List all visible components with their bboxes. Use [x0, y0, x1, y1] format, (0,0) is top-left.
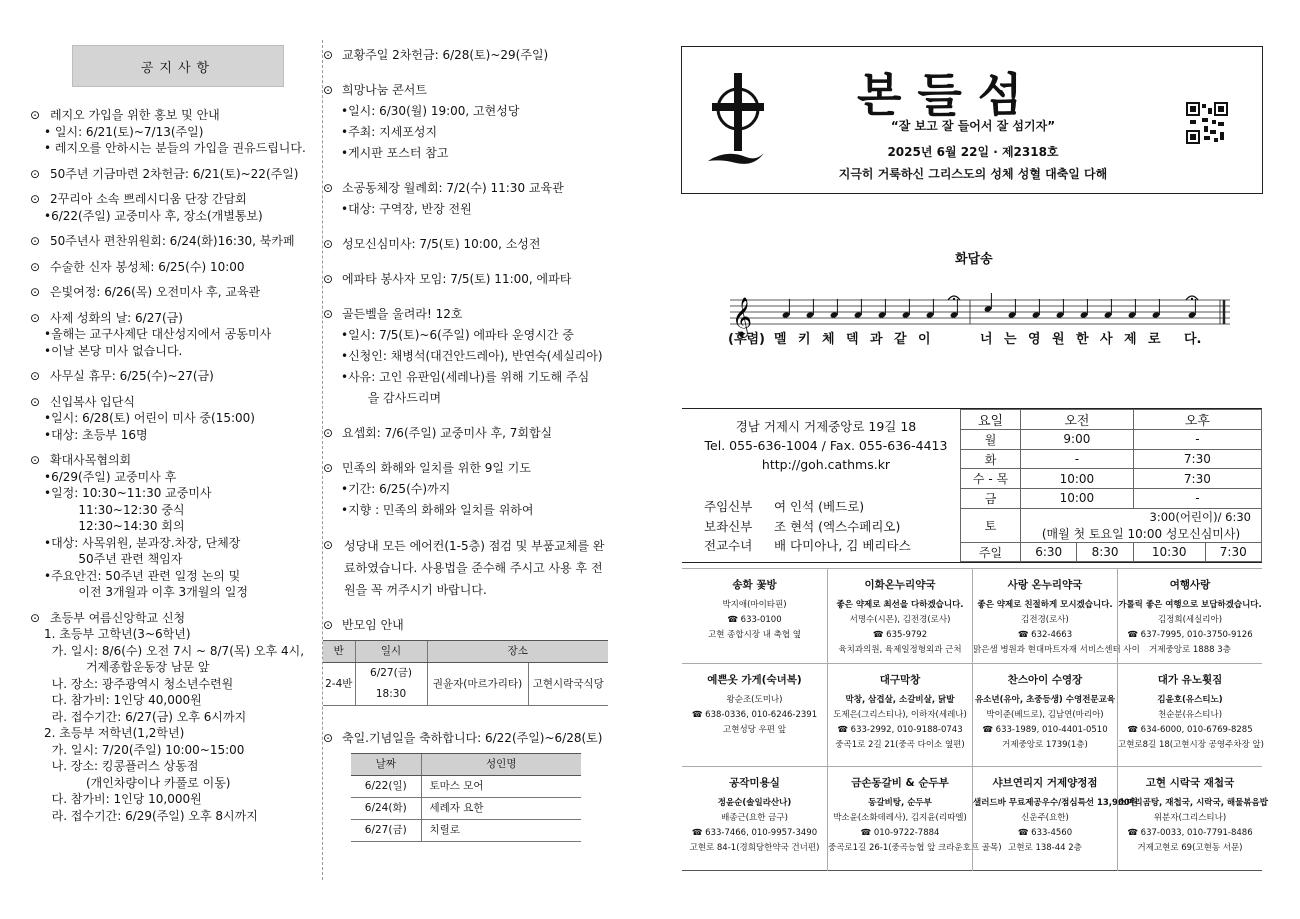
bullet-circle-icon: ⊙	[323, 83, 334, 97]
ad-line: ☎ 633-4560	[1017, 828, 1073, 838]
ad-card	[827, 568, 972, 663]
lyric-syllable: 는	[1004, 332, 1017, 347]
notices-list	[30, 107, 325, 824]
notice-title: 사무실 휴무: 6/25(수)~27(금)	[50, 369, 214, 383]
notice-detail: 가. 일시: 8/6(수) 오전 7시 ~ 8/7(목) 오후 4시,	[44, 643, 305, 658]
notices-column	[30, 45, 325, 833]
table-row	[961, 449, 1262, 469]
feast-cell: 6/24(화)	[351, 798, 421, 820]
table-row	[351, 820, 581, 842]
lyric-syllable: 이	[918, 332, 931, 347]
ad-line: 가톨릭 좋은 여행으로 보답하겠습니다.	[1118, 600, 1262, 610]
notice-item	[30, 284, 325, 301]
notice-title-row	[30, 284, 325, 301]
notice-title-row	[30, 452, 325, 469]
ad-line: 막창, 삼겹살, 소갈비살, 닭발	[845, 695, 955, 705]
notice-title-row	[323, 234, 613, 255]
mass-day: 수 - 목	[961, 469, 1021, 489]
ad-line: 중곡로1길 26-1(중곡능협 앞 크라운호프 골목)	[828, 843, 1002, 853]
bullet-circle-icon: ⊙	[30, 166, 41, 181]
clergy-row	[704, 517, 911, 537]
lyric-syllable: 로	[1148, 332, 1161, 347]
clergy-name: 배 다미아나, 김 베리타스	[774, 538, 911, 553]
bullet-circle-icon: ⊙	[323, 237, 334, 251]
lyric-syllable: 제	[1124, 332, 1137, 347]
ad-line: 거제중앙로 1739(1층)	[1002, 740, 1088, 750]
ad-line: 도제은(그리스티나), 이하자(세레나)	[833, 710, 967, 720]
ad-line: 샐러드바 무료제공우수/점심특선 13,900원	[973, 798, 1138, 808]
notice-item	[30, 191, 325, 224]
notice-title-row	[323, 45, 613, 66]
clergy-name: 조 현석 (엑스수페리오)	[774, 518, 901, 534]
ban-title: 반모임 안내	[342, 618, 404, 632]
notice-title-row	[323, 458, 613, 479]
bullet-circle-icon: ⊙	[30, 310, 41, 325]
feast-header-date: 날짜	[351, 754, 421, 776]
notice-title: 골든벨을 울려라! 12호	[342, 307, 463, 321]
table-row	[351, 798, 581, 820]
ad-line: 고현로 84-1(경희당한약국 건너편)	[689, 843, 820, 853]
bullet-circle-icon: ⊙	[30, 192, 41, 206]
notice-title: 2꾸리아 소속 쁘레시디움 단장 간담회	[50, 192, 247, 206]
ad-line: 좋은 약제로 최선을 다하겠습니다.	[836, 600, 964, 610]
clergy-list	[704, 497, 911, 556]
issue-date: 2025년 6월 22일 · 제2318호	[887, 145, 1059, 159]
notice-item	[323, 178, 613, 220]
lyric-syllable: 멜	[774, 332, 787, 347]
mass-cell: 8:30	[1077, 542, 1133, 562]
ad-name: 대구막창	[879, 674, 921, 686]
bullet-circle-icon: ⊙	[30, 259, 41, 274]
notice-detail: 이전 3개월과 이후 3개월의 일정	[44, 585, 248, 599]
ad-line: 김윤호(유스티노)	[1157, 695, 1223, 705]
fermata-dot	[953, 298, 955, 300]
notice-item	[30, 610, 325, 825]
ad-line: 신운주(요한)	[1021, 813, 1069, 823]
clergy-row	[704, 497, 911, 517]
notice-item	[323, 80, 613, 164]
mass-cell: -	[1021, 449, 1134, 469]
bullet-circle-icon: ⊙	[323, 618, 334, 632]
ad-card	[682, 568, 827, 663]
notice-detail: •주최: 지세포성지	[341, 125, 438, 139]
ad-card	[682, 663, 827, 766]
notice-title: 성모신심미사: 7/5(토) 10:00, 소성전	[342, 237, 541, 251]
mass-cell: 3:00(어린이)/ 6:30	[1021, 508, 1262, 525]
notice-detail: •주요안건: 50주년 관련 일정 논의 및	[44, 568, 241, 583]
mass-day: 금	[961, 489, 1021, 509]
bullet-circle-icon: ⊙	[323, 181, 334, 195]
ad-line: 배종근(요한 금구)	[721, 813, 788, 823]
responsorial-title: 화답송	[955, 252, 993, 267]
fermata-dot	[1191, 298, 1193, 300]
notice-detail: • 레지오를 안하시는 분들의 가입을 권유드립니다.	[44, 141, 306, 155]
feast-days	[323, 728, 613, 842]
ad-line: 박지애(마이타핀)	[722, 600, 787, 610]
ad-line: 김정희(세실리아)	[1157, 615, 1223, 625]
ban-cell: 2-4반	[323, 663, 355, 706]
masthead	[681, 46, 1263, 194]
notice-title-row	[30, 610, 325, 627]
music-staff	[730, 286, 1230, 337]
newsletter-motto: “잘 보고 잘 들어서 잘 섬기자”	[890, 119, 1056, 133]
bullet-circle-icon: ⊙	[323, 307, 334, 321]
notice-detail: 11:30~12:30 중식	[44, 502, 185, 517]
notice-detail: •일시: 6/28(토) 어린이 미사 중(15:00)	[44, 411, 255, 425]
notice-item	[323, 304, 613, 409]
notice-title-row	[323, 178, 613, 199]
middle-notices-list	[323, 45, 613, 521]
notice-detail: 12:30~14:30 회의	[44, 519, 185, 533]
mass-cell: -	[1133, 430, 1261, 450]
table-row	[961, 430, 1262, 450]
ad-name: 금손동갈비 & 순두부	[851, 777, 949, 789]
ad-line: 왕순조(도미나)	[726, 695, 783, 705]
notice-title: 레지오 가입을 위한 홍보 및 안내	[50, 108, 220, 122]
notice-detail: •게시판 포스터 참고	[341, 146, 449, 160]
lyric-syllable: 한	[1076, 332, 1089, 347]
notice-item	[30, 233, 325, 250]
notice-title: 초등부 여름신앙학교 신청	[50, 610, 186, 625]
mass-cell: 7:30	[1133, 449, 1261, 469]
mass-cell: 10:00	[1021, 489, 1134, 509]
notice-title-row	[30, 368, 325, 385]
bullet-circle-icon: ⊙	[323, 538, 334, 552]
notice-detail: 다. 참가비: 1인당 40,000원	[44, 693, 202, 707]
ad-card	[972, 568, 1140, 663]
ad-card	[1117, 766, 1268, 871]
bullet-circle-icon: ⊙	[323, 272, 334, 286]
ad-line: ☎ 633-1989, 010-4401-0510	[982, 725, 1108, 735]
bullet-circle-icon: ⊙	[323, 426, 334, 440]
ad-line: 좋은 약제로 친절하게 모시겠습니다.	[977, 600, 1113, 610]
ad-line: 소머리곰탕, 재첩국, 시락국, 해물볶음밥	[1118, 798, 1268, 808]
mass-cell: 10:00	[1021, 469, 1134, 489]
notice-detail: •사유: 고인 유판임(세레나)를 위해 기도해 주심	[341, 370, 590, 384]
notice-item	[30, 107, 325, 157]
notice-title: 교황주일 2차헌금: 6/28(토)~29(주일)	[342, 48, 549, 62]
ad-card	[1117, 663, 1262, 766]
notice-detail: 다. 참가비: 1인당 10,000원	[44, 792, 202, 806]
ad-name: 고현 시락국 재첩국	[1145, 777, 1235, 789]
ban-cell: 권윤자(마르가리타)	[427, 663, 528, 706]
mass-day: 주일	[961, 542, 1021, 562]
mass-day: 월	[961, 430, 1021, 450]
mass-header: 오후	[1133, 410, 1261, 430]
lyric-syllable: 다.	[1184, 332, 1202, 347]
lyric-syllable: 너	[980, 332, 993, 347]
ban-meeting	[323, 615, 613, 706]
bullet-circle-icon: ⊙	[30, 234, 41, 248]
table-row	[961, 469, 1262, 489]
feast-header-saint: 성인명	[421, 754, 581, 776]
ad-card	[1117, 568, 1262, 663]
notice-detail: 나. 장소: 킹콩플러스 상동점	[44, 759, 199, 773]
ad-card	[827, 766, 1002, 871]
notice-title-row	[323, 423, 613, 444]
notice-detail: •일정: 10:30~11:30 교중미사	[44, 486, 212, 500]
table-row	[961, 542, 1262, 562]
notice-title-row	[30, 259, 325, 276]
notice-detail: 나. 장소: 광주광역시 청소년수련원	[44, 676, 234, 691]
ad-line: ☎ 633-7466, 010-9957-3490	[691, 828, 818, 838]
ad-line: 중곡1로 2길 21(중곡 다이소 옆편)	[835, 740, 965, 750]
ban-cell: 6/27(금) 18:30	[355, 663, 427, 706]
notice-title-row	[323, 304, 613, 325]
ad-line: 김전경(로사)	[1021, 615, 1069, 625]
ad-name: 샤브연리지 거제양정점	[992, 777, 1098, 789]
lyric-syllable: 체	[822, 332, 835, 347]
ad-line: 박소윤(소화데레사), 김지윤(리따엘)	[833, 813, 967, 823]
notice-detail: •6/29(주일) 교중미사 후	[44, 469, 177, 484]
notices-header: 공지사항	[72, 45, 284, 87]
notice-title: 은빛여정: 6/26(목) 오전미사 후, 교육관	[50, 285, 261, 299]
notice-detail: •이날 본당 미사 없습니다.	[44, 343, 183, 358]
mass-cell: 6:30	[1021, 542, 1077, 562]
notice-detail: •신청인: 채병석(대건안드레아), 반연숙(세실리아)	[341, 349, 603, 363]
bullet-circle-icon: ⊙	[323, 461, 334, 475]
notice-title-row	[323, 269, 613, 290]
notice-item	[30, 310, 325, 360]
clergy-role: 전교수녀	[704, 538, 753, 553]
middle-column	[323, 45, 613, 856]
ad-line: 고현 종합시장 내 축협 옆	[708, 630, 801, 640]
notice-title-row	[30, 394, 325, 411]
notice-item	[323, 458, 613, 521]
notice-item	[30, 452, 325, 601]
clergy-row	[704, 536, 911, 556]
notice-title-row	[30, 233, 325, 250]
mass-cell: 7:30	[1133, 469, 1261, 489]
notice-item	[323, 234, 613, 255]
ad-line: 고현로8길 18(고현시장 공영주차장 앞)	[1118, 740, 1264, 750]
notice-title: 요셉회: 7/6(주일) 교중미사 후, 7회합실	[342, 426, 553, 440]
notice-title: 에파타 봉사자 모임: 7/5(토) 11:00, 에파타	[342, 272, 572, 286]
mass-cell: 7:30	[1205, 542, 1261, 562]
table-row	[961, 489, 1262, 509]
lyric-syllable: 사	[1100, 332, 1113, 347]
clergy-role: 주임신부	[704, 499, 753, 514]
ad-line: 천순분(유스티나)	[1157, 710, 1223, 720]
ad-name: 대가 유노휫짐	[1157, 674, 1223, 686]
notice-item	[30, 259, 325, 276]
ad-line: 위분자(그리스티나)	[1153, 813, 1227, 823]
notice-item	[30, 166, 325, 183]
notice-detail: •일시: 6/30(월) 19:00, 고현성당	[341, 104, 520, 118]
notice-detail: 2. 초등부 저학년(1,2학년)	[44, 726, 185, 740]
notice-detail: •올해는 교구사제단 대산성지에서 공동미사	[44, 327, 272, 341]
ban-header-datetime: 일시	[355, 641, 427, 663]
ad-line: 맑은샘 병원과 현대마트자재 서비스센터 사이	[973, 645, 1140, 655]
notice-detail: •대상: 사목위원, 분과장.차장, 단체장	[44, 535, 241, 550]
notice-detail: • 일시: 6/21(토)~7/13(주일)	[44, 124, 204, 139]
notice-title: 수술한 신자 봉성체: 6/25(수) 10:00	[50, 259, 245, 274]
ad-line: ☎ 634-6000, 010-6769-8285	[1127, 725, 1253, 735]
ad-line: 동갈비탕, 순두부	[868, 798, 932, 808]
parish-info	[682, 408, 1262, 563]
ad-line: ☎ 633-0100	[727, 615, 782, 625]
notice-detail: •기간: 6/25(수)까지	[341, 482, 451, 496]
notice-detail: •대상: 초등부 16명	[44, 427, 148, 442]
ad-line: ☎ 632-4663	[1017, 630, 1073, 640]
ad-name: 공작미용실	[729, 777, 780, 789]
notice-title: 소공동체장 월례회: 7/2(수) 11:30 교육관	[342, 181, 564, 195]
notice-detail: 라. 접수기간: 6/29(주일) 오후 8시까지	[44, 808, 258, 823]
advertisements-grid	[682, 568, 1268, 871]
parish-address: 경남 거제시 거제중앙로 19길 18	[735, 419, 917, 434]
ad-card	[972, 663, 1117, 766]
ad-line: ☎ 635-9792	[872, 630, 928, 640]
notice-title-row	[323, 80, 613, 101]
ad-line: ☎ 010-9722-7884	[860, 828, 940, 838]
ad-line: 고현로 138-44 2층	[1008, 843, 1082, 853]
notice-detail: 50주년 관련 책임자	[44, 552, 183, 566]
lyric-syllable: 같	[894, 332, 907, 347]
notice-title-row	[30, 310, 325, 327]
notice-title-row	[30, 107, 325, 124]
ad-line: 육치과의원, 육제일정형외과 근처	[838, 645, 962, 655]
parish-address-block	[690, 417, 962, 474]
notice-detail: 라. 접수기간: 6/27(금) 오후 6시까지	[44, 709, 247, 724]
notice-detail: 을 감사드리며	[341, 391, 442, 405]
ad-name: 여행사랑	[1169, 579, 1211, 591]
notice-title: 민족의 화해와 일치를 위한 9일 기도	[342, 461, 531, 475]
feast-cell: 토마스 모어	[421, 776, 581, 798]
ad-line: 거제고현로 69(고현동 서문)	[1137, 843, 1243, 853]
mass-cell: 9:00	[1021, 430, 1134, 450]
notice-title: 확대사목협의회	[50, 453, 132, 467]
ad-card	[827, 663, 972, 766]
notice-item	[30, 394, 325, 444]
ban-table	[323, 640, 608, 706]
lyric-syllable: (후렴)	[728, 332, 765, 347]
mass-note: (매월 첫 토요일 10:00 성모신심미사)	[1021, 525, 1262, 543]
parish-url: http://goh.cathms.kr	[761, 457, 891, 472]
bullet-circle-icon: ⊙	[30, 394, 41, 409]
lyric-syllable: 과	[870, 332, 883, 347]
clergy-role: 보좌신부	[704, 518, 753, 534]
ad-card	[972, 766, 1138, 871]
notice-item	[323, 423, 613, 444]
table-row	[961, 508, 1262, 525]
bullet-circle-icon: ⊙	[30, 453, 41, 467]
ban-cell: 고현시락국식당	[528, 663, 608, 706]
ad-name: 송화 꽃방	[732, 579, 777, 591]
parish-phone: Tel. 055-636-1004 / Fax. 055-636-4413	[704, 438, 948, 453]
feast-cell: 6/27(금)	[351, 820, 421, 842]
feast-title: 축일.기념일을 축하합니다: 6/22(주일)~6/28(토)	[342, 731, 603, 745]
ad-name: 예쁜옷 가게(숙녀복)	[707, 674, 802, 686]
mass-day: 화	[961, 449, 1021, 469]
ad-name: 사랑 온누리약국	[1007, 579, 1083, 591]
bullet-circle-icon: ⊙	[30, 108, 41, 122]
feast-cell: 치릴로	[421, 820, 581, 842]
ad-line: ☎ 637-0033, 010-7791-8486	[1127, 828, 1253, 838]
ad-line: ☎ 633-2992, 010-9188-0743	[837, 725, 963, 735]
ban-header-place: 장소	[427, 641, 608, 663]
ad-card	[682, 766, 827, 871]
lyric-syllable: 키	[798, 332, 811, 347]
bullet-circle-icon: ⊙	[323, 731, 334, 745]
feast-name: 지극히 거룩하신 그리스도의 성체 성혈 대축일 다해	[838, 167, 1108, 181]
aircon-text: 성당내 모든 에어컨(1-5층) 점검 및 부품교체를 완료하였습니다. 사용법을 준수해 주시고 사용 후 전원을 꼭 꺼주시기 바랍니다.	[344, 539, 605, 597]
ad-line: ☎ 638-0336, 010-6246-2391	[691, 710, 818, 720]
mass-schedule-table	[960, 409, 1262, 562]
notice-title: 50주년 기금마련 2차헌금: 6/21(토)~22(주일)	[50, 166, 299, 181]
notice-item	[323, 269, 613, 290]
notice-title: 신입복사 입단식	[50, 394, 135, 409]
notice-detail: 1. 초등부 고학년(3~6학년)	[44, 627, 191, 641]
notice-title-row	[30, 191, 325, 208]
notice-detail: •지향 : 민족의 화해와 일치를 위하여	[341, 503, 534, 517]
notice-item	[323, 45, 613, 66]
aircon-notice	[323, 535, 613, 601]
lyric-syllable: 덱	[846, 332, 859, 347]
lyric-syllable: 원	[1052, 332, 1065, 347]
notice-detail: 거제종합운동장 남문 앞	[44, 660, 210, 674]
bullet-circle-icon: ⊙	[323, 48, 334, 62]
ban-header-ban: 반	[323, 641, 355, 663]
bullet-circle-icon: ⊙	[30, 610, 41, 625]
bullet-circle-icon: ⊙	[30, 285, 41, 299]
bullet-circle-icon: ⊙	[30, 369, 41, 383]
feast-cell: 세례자 요한	[421, 798, 581, 820]
notice-title: 사제 성화의 날: 6/27(금)	[50, 310, 183, 325]
table-row	[323, 663, 608, 706]
mass-header: 요일	[961, 410, 1021, 430]
mass-day: 토	[961, 508, 1021, 542]
notice-title: 50주년사 편찬위원회: 6/24(화)16:30, 북카페	[50, 234, 295, 248]
clergy-name: 여 인석 (베드로)	[774, 499, 865, 514]
mass-header: 오전	[1021, 410, 1134, 430]
ad-name: 찬스아이 수영장	[1007, 674, 1083, 686]
qr-code-icon	[1186, 102, 1228, 144]
treble-clef-icon: 𝄞	[732, 297, 753, 337]
feast-cell: 6/22(일)	[351, 776, 421, 798]
notice-detail: •6/22(주일) 교중미사 후, 장소(개별통보)	[44, 208, 263, 223]
notice-detail: (개인차량이나 카풀로 이동)	[44, 775, 231, 790]
ad-line: 유소년(유아, 초중등생) 수영전문교육	[974, 695, 1116, 705]
ad-line: 고현성당 우편 앞	[723, 725, 786, 735]
newsletter-title: 본들섬	[857, 68, 1039, 122]
notice-detail: 가. 일시: 7/20(주일) 10:00~15:00	[44, 742, 245, 757]
lyric-syllable: 영	[1028, 332, 1041, 347]
ad-line: ☎ 637-7995, 010-3750-9126	[1127, 630, 1253, 640]
ad-line: 정윤순(솔일라산나)	[717, 798, 792, 808]
notice-detail: •일시: 7/5(토)~6(주일) 에파타 운영시간 중	[341, 328, 574, 342]
table-row	[351, 776, 581, 798]
mass-cell: -	[1133, 489, 1261, 509]
ad-line: 거제중앙로 1888 3층	[1149, 645, 1231, 655]
mass-cell: 10:30	[1133, 542, 1205, 562]
ad-name: 이화온누리약국	[864, 579, 936, 591]
notice-detail: •대상: 구역장, 반장 전원	[341, 202, 472, 216]
notice-title-row	[30, 166, 325, 183]
notice-title: 희망나눔 콘서트	[342, 83, 427, 97]
feast-table	[351, 753, 581, 842]
ad-line: 서명수(시몬), 김전경(로사)	[849, 615, 951, 625]
notice-item	[30, 368, 325, 385]
ad-line: 박이준(베드로), 김남연(마리아)	[986, 710, 1104, 720]
